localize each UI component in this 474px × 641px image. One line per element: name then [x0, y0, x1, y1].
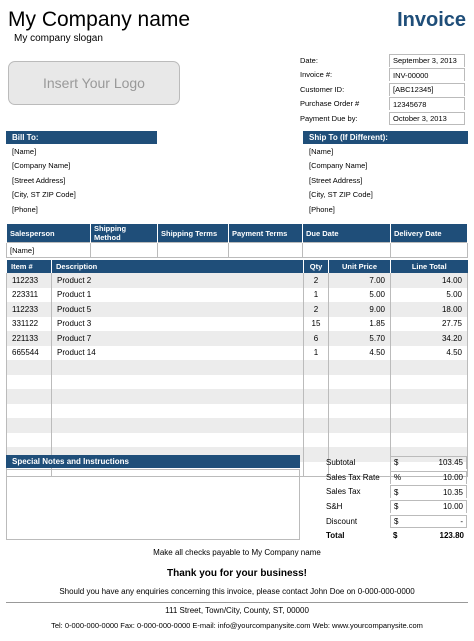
totals-row-subtotal	[326, 455, 467, 470]
company-contact: Tel: 0-000-000-0000 Fax: 0-000-000-0000 E-mail: info@yourcompanysite.com Web: www.yourcompanysite.com	[51, 621, 423, 630]
meta-label: Payment Due by:	[300, 113, 358, 123]
shipping-terms-cell[interactable]	[158, 243, 229, 258]
table-row	[7, 404, 468, 419]
totals-label: Subtotal	[326, 457, 356, 467]
totals-label: Sales Tax	[326, 487, 361, 497]
table-cell[interactable]	[7, 360, 52, 375]
table-cell[interactable]	[7, 404, 52, 419]
table-cell[interactable]	[304, 404, 329, 419]
table-cell[interactable]	[7, 433, 52, 448]
sales-tax-value: $ 10.35	[390, 485, 467, 498]
table-cell[interactable]	[391, 360, 468, 375]
line-items-table	[6, 260, 468, 477]
table-cell[interactable]	[391, 404, 468, 419]
table-cell[interactable]	[304, 418, 329, 433]
sales-info-table	[6, 224, 468, 258]
shipping-handling-field[interactable]: $ 10.00	[390, 500, 467, 513]
table-cell[interactable]	[391, 389, 468, 404]
table-row	[7, 360, 468, 375]
bill-to-city[interactable]: [City, ST ZIP Code]	[12, 190, 76, 200]
totals-row-shipping	[326, 499, 467, 514]
table-cell[interactable]	[52, 375, 304, 390]
invoice-meta	[300, 53, 465, 126]
totals-label: Discount	[326, 516, 358, 526]
tax-rate-field[interactable]: % 10.00	[390, 471, 467, 484]
table-cell[interactable]: 27.75	[391, 317, 468, 332]
header-salesperson: Salesperson	[7, 224, 91, 243]
table-row	[7, 375, 468, 390]
table-cell[interactable]	[329, 418, 391, 433]
table-cell[interactable]: Product 3	[52, 317, 304, 332]
invoice-number-field[interactable]: INV-00000	[389, 68, 465, 81]
table-cell[interactable]	[304, 375, 329, 390]
totals-row-discount	[326, 514, 467, 529]
bill-to-street[interactable]: [Street Address]	[12, 175, 66, 185]
table-cell[interactable]	[304, 433, 329, 448]
table-row	[7, 288, 468, 303]
shipping-method-cell[interactable]	[91, 243, 158, 258]
table-row	[7, 389, 468, 404]
bill-to-phone[interactable]: [Phone]	[12, 204, 38, 214]
meta-label: Customer ID:	[300, 84, 345, 94]
meta-row-purchase-order	[300, 97, 465, 112]
logo-placeholder[interactable]: Insert Your Logo	[8, 61, 180, 105]
table-cell[interactable]: 14.00	[391, 273, 468, 288]
totals-label: Total	[326, 531, 345, 541]
table-row	[7, 273, 468, 288]
header-payment-terms: Payment Terms	[229, 224, 303, 243]
table-cell[interactable]: 5.70	[329, 331, 391, 346]
table-row	[7, 331, 468, 346]
table-cell[interactable]: 665544	[7, 346, 52, 361]
totals-row-sales-tax	[326, 484, 467, 499]
meta-row-invoice-number	[300, 68, 465, 83]
page-title: Invoice	[397, 9, 466, 31]
table-cell[interactable]: 5.00	[391, 288, 468, 303]
bill-to-name[interactable]: [Name]	[12, 146, 37, 156]
table-cell[interactable]: 1	[304, 288, 329, 303]
subtotal-value: $ 103.45	[390, 456, 467, 469]
table-cell[interactable]: 34.20	[391, 331, 468, 346]
ship-to-company[interactable]: [Company Name]	[309, 161, 368, 171]
table-cell[interactable]: 2	[304, 273, 329, 288]
table-cell[interactable]	[329, 389, 391, 404]
enquiries-note: Should you have any enquiries concerning this invoice, please contact John Doe on 0-000-000-0000	[59, 587, 415, 596]
table-cell[interactable]	[329, 375, 391, 390]
table-row	[7, 418, 468, 433]
table-cell[interactable]	[304, 389, 329, 404]
ship-to-heading: Ship To (If Different):	[303, 131, 468, 144]
table-cell[interactable]: 331122	[7, 317, 52, 332]
total-value: $ 123.80	[393, 531, 464, 541]
header-description: Description	[52, 260, 304, 273]
table-cell[interactable]	[391, 433, 468, 448]
table-cell[interactable]: 1	[304, 346, 329, 361]
table-cell[interactable]	[304, 360, 329, 375]
table-cell[interactable]	[329, 404, 391, 419]
meta-row-date	[300, 53, 465, 68]
table-cell[interactable]	[7, 389, 52, 404]
table-cell[interactable]: 6	[304, 331, 329, 346]
company-slogan: My company slogan	[14, 33, 103, 44]
company-name: My Company name	[8, 8, 191, 31]
header-shipping-method: Shipping Method	[91, 224, 158, 243]
table-cell[interactable]	[52, 433, 304, 448]
table-cell[interactable]: 4.50	[329, 346, 391, 361]
footer-divider	[6, 602, 468, 603]
table-cell[interactable]: 2	[304, 302, 329, 317]
table-cell[interactable]: 18.00	[391, 302, 468, 317]
customer-id-field[interactable]: [ABC12345]	[389, 83, 465, 96]
table-cell[interactable]: 15	[304, 317, 329, 332]
table-cell[interactable]: Product 2	[52, 273, 304, 288]
company-address: 111 Street, Town/City, County, ST, 00000	[165, 606, 309, 615]
discount-field[interactable]: $ -	[390, 515, 467, 528]
meta-label: Date:	[300, 55, 318, 65]
line-items-body	[7, 273, 468, 476]
notes-input[interactable]	[6, 469, 300, 540]
header-delivery-date: Delivery Date	[391, 224, 468, 243]
totals-label: S&H	[326, 501, 343, 511]
table-cell[interactable]	[329, 360, 391, 375]
totals-label: Sales Tax Rate	[326, 472, 380, 482]
table-row	[7, 346, 468, 361]
delivery-date-cell[interactable]	[391, 243, 468, 258]
meta-label: Invoice #:	[300, 70, 333, 80]
totals-row-tax-rate	[326, 470, 467, 485]
header-shipping-terms: Shipping Terms	[158, 224, 229, 243]
table-cell[interactable]: Product 5	[52, 302, 304, 317]
salesperson-cell[interactable]: [Name]	[7, 243, 91, 258]
table-cell[interactable]	[304, 462, 329, 477]
table-cell[interactable]: 9.00	[329, 302, 391, 317]
table-row	[7, 433, 468, 448]
table-cell[interactable]	[304, 447, 329, 462]
totals-section	[326, 455, 467, 543]
table-cell[interactable]	[7, 375, 52, 390]
table-cell[interactable]: Product 7	[52, 331, 304, 346]
table-cell[interactable]	[52, 389, 304, 404]
bill-to-section	[6, 131, 157, 217]
totals-row-total	[326, 528, 467, 543]
table-cell[interactable]: Product 14	[52, 346, 304, 361]
purchase-order-field[interactable]: 12345678	[389, 97, 465, 110]
table-cell[interactable]: Product 1	[52, 288, 304, 303]
table-cell[interactable]	[329, 433, 391, 448]
meta-row-payment-due	[300, 111, 465, 126]
table-cell[interactable]: 5.00	[329, 288, 391, 303]
ship-to-phone[interactable]: [Phone]	[309, 204, 335, 214]
bill-to-heading: Bill To:	[6, 131, 157, 144]
header-item-number: Item #	[7, 260, 52, 273]
meta-row-customer-id	[300, 82, 465, 97]
table-cell[interactable]	[7, 418, 52, 433]
payment-due-field[interactable]: October 3, 2013	[389, 112, 465, 125]
meta-label: Purchase Order #	[300, 99, 360, 109]
date-field[interactable]: September 3, 2013	[389, 54, 465, 67]
notes-section	[6, 455, 300, 468]
header-qty: Qty	[304, 260, 329, 273]
table-cell[interactable]	[52, 404, 304, 419]
table-row	[7, 302, 468, 317]
ship-to-name[interactable]: [Name]	[309, 146, 334, 156]
thank-you-message: Thank you for your business!	[166, 568, 308, 579]
header-due-date: Due Date	[303, 224, 391, 243]
ship-to-section	[303, 131, 468, 217]
table-cell[interactable]	[52, 418, 304, 433]
table-cell[interactable]: 7.00	[329, 273, 391, 288]
notes-heading: Special Notes and Instructions	[6, 455, 300, 468]
header-unit-price: Unit Price	[329, 260, 391, 273]
bill-to-company[interactable]: [Company Name]	[12, 161, 71, 171]
payment-terms-cell[interactable]	[229, 243, 303, 258]
table-row	[7, 317, 468, 332]
table-cell[interactable]: 112233	[7, 302, 52, 317]
table-cell[interactable]: 4.50	[391, 346, 468, 361]
table-cell[interactable]	[52, 360, 304, 375]
table-cell[interactable]	[391, 418, 468, 433]
due-date-cell[interactable]	[303, 243, 391, 258]
ship-to-city[interactable]: [City, ST ZIP Code]	[309, 190, 373, 200]
table-cell[interactable]: 112233	[7, 273, 52, 288]
table-cell[interactable]: 223311	[7, 288, 52, 303]
ship-to-street[interactable]: [Street Address]	[309, 175, 363, 185]
table-cell[interactable]: 1.85	[329, 317, 391, 332]
header-line-total: Line Total	[391, 260, 468, 273]
table-cell[interactable]: 221133	[7, 331, 52, 346]
table-cell[interactable]	[391, 375, 468, 390]
checks-payable-note: Make all checks payable to My Company name	[153, 548, 321, 557]
